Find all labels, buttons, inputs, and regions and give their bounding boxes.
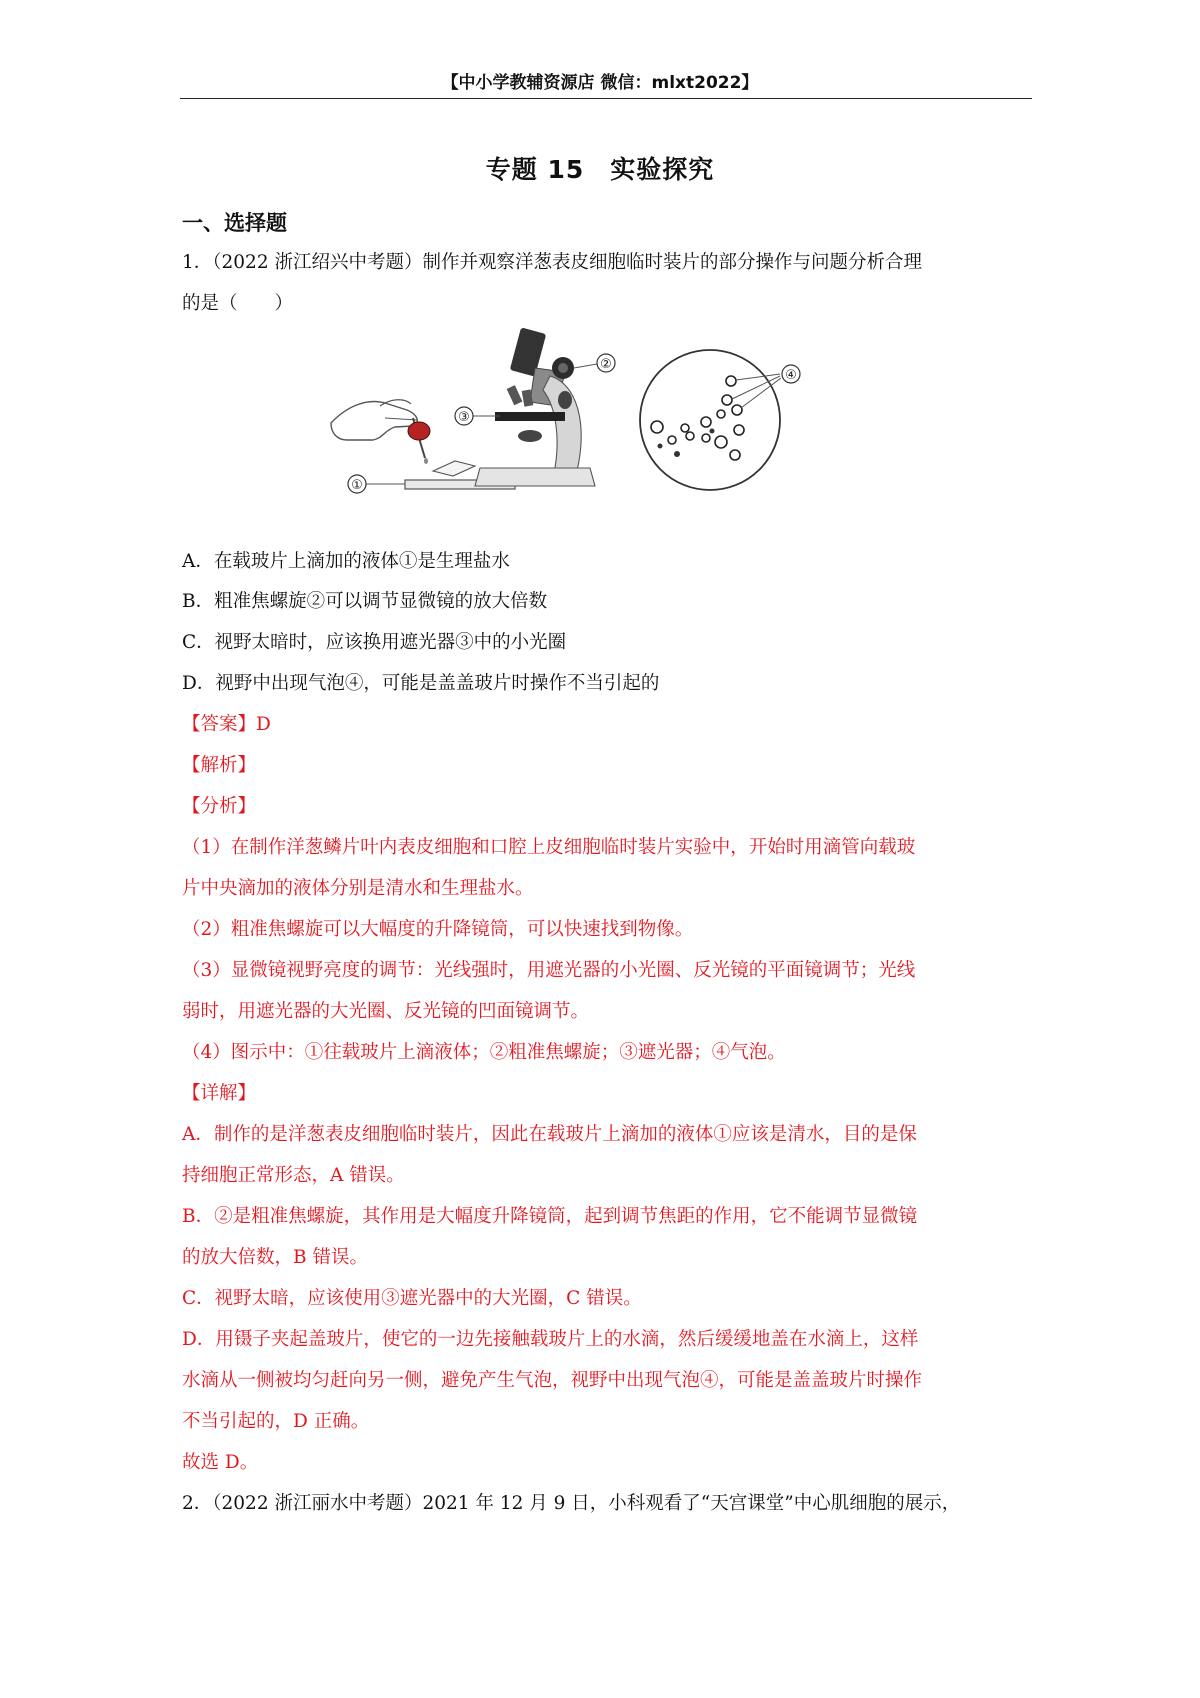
detail-line: 的放大倍数，B 错误。 (182, 1247, 368, 1268)
question-1-line-1: 1．（2022 浙江绍兴中考题）制作并观察洋葱表皮细胞临时装片的部分操作与问题分析合理 (182, 252, 922, 273)
question-1-line-2: 的是（ ） (182, 293, 294, 314)
question-2-line-1: 2．（2022 浙江丽水中考题）2021 年 12 月 9 日，小科观看了“天宫课堂”中心肌细胞的展示， (182, 1493, 961, 1514)
page-header: 【中小学教辅资源店 微信：mlxt2022】 (441, 73, 759, 93)
analysis-line: （1）在制作洋葱鳞片叶内表皮细胞和口腔上皮细胞临时装片实验中，开始时用滴管向载玻 (182, 837, 916, 858)
detail-line: 不当引起的，D 正确。 (182, 1411, 370, 1432)
detail-line: 故选 D。 (182, 1452, 259, 1473)
detail-line: A．制作的是洋葱表皮细胞临时装片，因此在载玻片上滴加的液体①应该是清水，目的是保 (182, 1124, 917, 1145)
detail-line: D．用镊子夹起盖玻片，使它的一边先接触载玻片上的水滴，然后缓缓地盖在水滴上，这样 (182, 1329, 919, 1350)
label-2: ② (600, 357, 612, 372)
label-1: ① (351, 478, 363, 493)
section-heading: 一、选择题 (182, 211, 287, 235)
detail-line: 持细胞正常形态，A 错误。 (182, 1165, 405, 1186)
fenxi-label: 【分析】 (182, 796, 257, 817)
option-b: B．粗准焦螺旋②可以调节显微镜的放大倍数 (182, 591, 548, 612)
detail-line: B．②是粗准焦螺旋，其作用是大幅度升降镜筒，起到调节焦距的作用，它不能调节显微镜 (182, 1206, 918, 1227)
option-d: D．视野中出现气泡④，可能是盖盖玻片时操作不当引起的 (182, 673, 660, 694)
microscope-illustration (455, 328, 615, 486)
question-1-figure (325, 328, 885, 533)
field-of-view-illustration (640, 350, 800, 490)
answer-label: 【答案】D (182, 714, 271, 735)
label-4: ④ (785, 368, 797, 383)
header-divider (180, 98, 1032, 99)
detail-line: 水滴从一侧被均匀赶向另一侧，避免产生气泡，视野中出现气泡④，可能是盖盖玻片时操作 (182, 1370, 923, 1391)
label-3: ③ (458, 410, 470, 425)
analysis-line: （2）粗准焦螺旋可以大幅度的升降镜筒，可以快速找到物像。 (182, 919, 694, 940)
option-c: C．视野太暗时，应该换用遮光器③中的小光圈 (182, 632, 567, 653)
jiexi-label: 【解析】 (182, 755, 257, 776)
analysis-line: （4）图示中：①往载玻片上滴液体；②粗准焦螺旋；③遮光器；④气泡。 (182, 1042, 786, 1063)
analysis-line: 片中央滴加的液体分别是清水和生理盐水。 (182, 878, 534, 899)
analysis-line: 弱时，用遮光器的大光圈、反光镜的凹面镜调节。 (182, 1001, 590, 1022)
option-a: A．在载玻片上滴加的液体①是生理盐水 (182, 551, 510, 572)
xiangjie-label: 【详解】 (182, 1083, 257, 1104)
analysis-line: （3）显微镜视野亮度的调节：光线强时，用遮光器的小光圈、反光镜的平面镜调节；光线 (182, 960, 916, 981)
detail-line: C．视野太暗，应该使用③遮光器中的大光圈，C 错误。 (182, 1288, 642, 1309)
page-title: 专题 15 实验探究 (485, 155, 715, 184)
